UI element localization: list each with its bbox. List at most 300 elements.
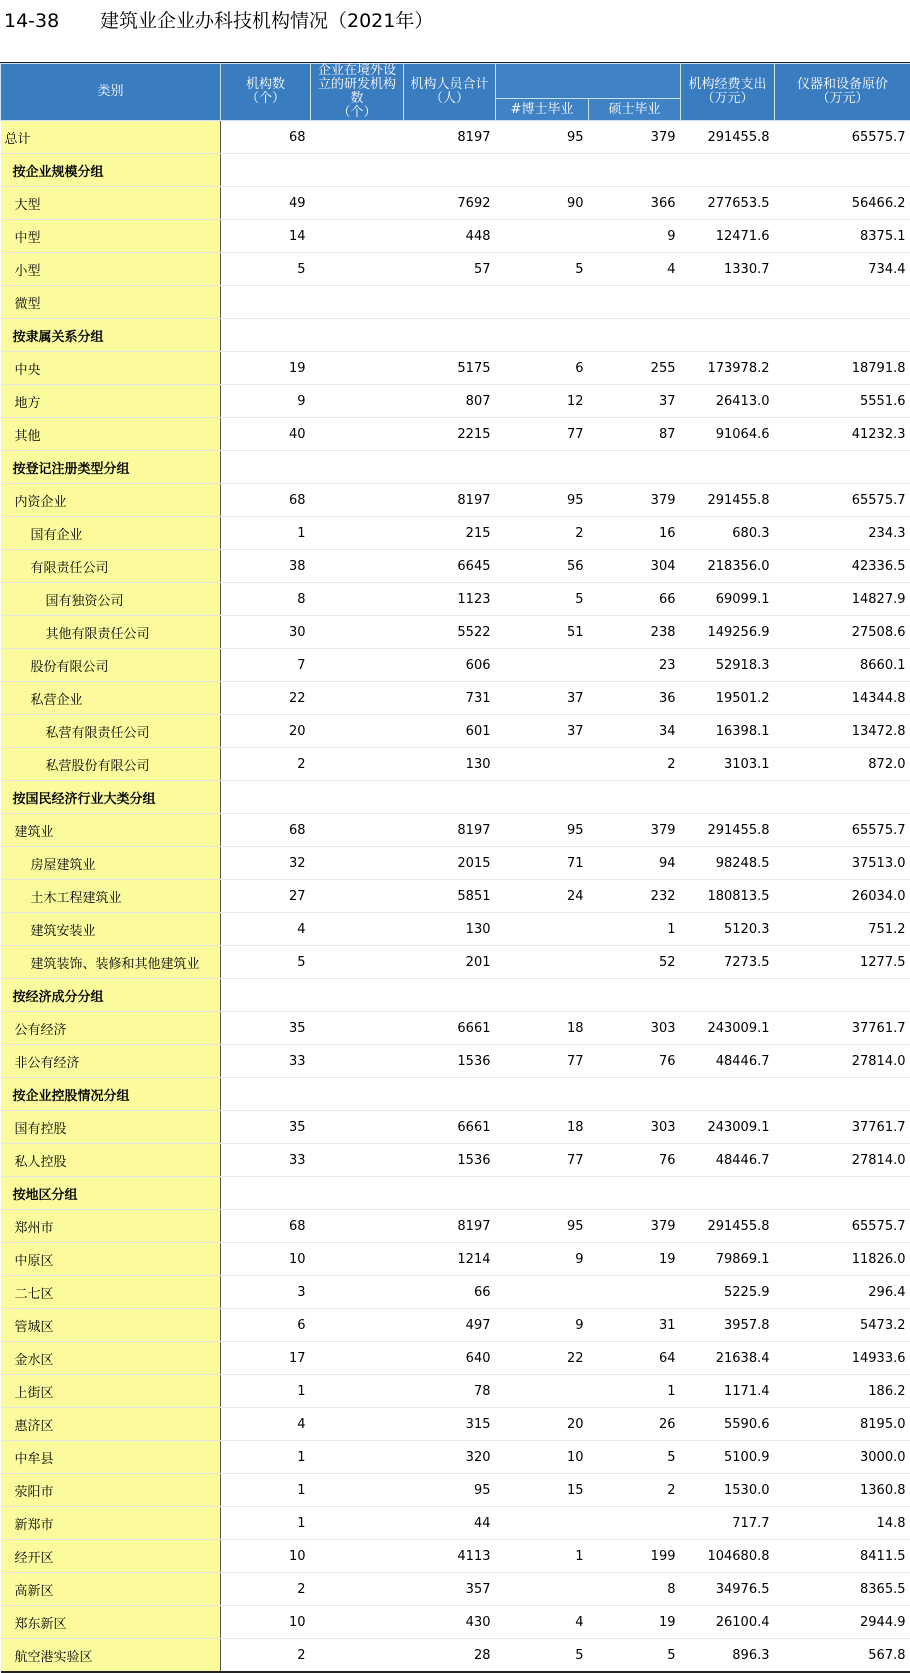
table-cell: 90 (496, 187, 589, 220)
table-cell: 366 (589, 187, 681, 220)
table-cell (589, 1078, 681, 1111)
table-row (1, 1045, 910, 1078)
table-row (1, 517, 910, 550)
table-cell: 3103.1 (681, 748, 775, 781)
row-category: 总计 (1, 121, 221, 154)
row-category: 内资企业 (1, 484, 221, 517)
table-cell: 4113 (404, 1540, 496, 1573)
row-category: 新郑市 (1, 1507, 221, 1540)
row-category: 有限责任公司 (1, 550, 221, 583)
table-row (1, 649, 910, 682)
table-cell (589, 1276, 681, 1309)
table-cell (496, 946, 589, 979)
header-category: 类别 (1, 64, 221, 121)
table-cell: 10 (221, 1540, 311, 1573)
table-cell (311, 517, 404, 550)
table-cell (404, 286, 496, 319)
table-cell (311, 583, 404, 616)
table-cell: 77 (496, 1045, 589, 1078)
table-row (1, 220, 910, 253)
table-cell: 56466.2 (775, 187, 910, 220)
table-cell: 149256.9 (681, 616, 775, 649)
table-cell: 303 (589, 1012, 681, 1045)
table-cell (311, 979, 404, 1012)
table-cell: 44 (404, 1507, 496, 1540)
table-cell: 10 (496, 1441, 589, 1474)
table-cell (311, 1606, 404, 1639)
table-cell: 2 (496, 517, 589, 550)
table-cell: 357 (404, 1573, 496, 1606)
row-category: 国有独资公司 (1, 583, 221, 616)
table-cell (221, 979, 311, 1012)
row-category: 私营企业 (1, 682, 221, 715)
table-cell (681, 154, 775, 187)
table-cell: 10 (221, 1606, 311, 1639)
table-cell: 606 (404, 649, 496, 682)
table-row (1, 847, 910, 880)
table-cell: 27508.6 (775, 616, 910, 649)
table-cell (311, 946, 404, 979)
row-category: 荥阳市 (1, 1474, 221, 1507)
table-cell: 18 (496, 1012, 589, 1045)
table-cell: 26 (589, 1408, 681, 1441)
table-cell (311, 1408, 404, 1441)
table-cell: 37513.0 (775, 847, 910, 880)
table-cell (681, 1078, 775, 1111)
table-cell (311, 253, 404, 286)
table-cell: 76 (589, 1144, 681, 1177)
table-cell: 8660.1 (775, 649, 910, 682)
table-cell: 232 (589, 880, 681, 913)
table-cell (311, 220, 404, 253)
table-cell: 22 (496, 1342, 589, 1375)
table-cell (311, 1276, 404, 1309)
row-category: 中原区 (1, 1243, 221, 1276)
table-cell: 37 (496, 715, 589, 748)
table-cell: 379 (589, 484, 681, 517)
table-cell: 315 (404, 1408, 496, 1441)
table-row (1, 253, 910, 286)
table-cell: 173978.2 (681, 352, 775, 385)
table-cell (496, 286, 589, 319)
table-row (1, 1408, 910, 1441)
table-cell: 4 (221, 1408, 311, 1441)
table-cell: 291455.8 (681, 121, 775, 154)
table-cell: 1 (221, 1441, 311, 1474)
table-cell: 68 (221, 814, 311, 847)
header-org-count: 机构数 （个） (221, 64, 311, 121)
table-cell: 41232.3 (775, 418, 910, 451)
table-cell (311, 1507, 404, 1540)
table-cell: 35 (221, 1012, 311, 1045)
row-category: 微型 (1, 286, 221, 319)
table-cell: 807 (404, 385, 496, 418)
table-cell: 8411.5 (775, 1540, 910, 1573)
table-cell (311, 451, 404, 484)
table-cell: 14.8 (775, 1507, 910, 1540)
table-cell: 8197 (404, 484, 496, 517)
table-cell (681, 286, 775, 319)
table-cell (589, 979, 681, 1012)
table-cell: 5 (221, 946, 311, 979)
table-cell (311, 352, 404, 385)
table-cell: 14344.8 (775, 682, 910, 715)
table-cell: 7 (221, 649, 311, 682)
table-cell: 7692 (404, 187, 496, 220)
table-cell (311, 649, 404, 682)
table-cell: 23 (589, 649, 681, 682)
row-category: 二七区 (1, 1276, 221, 1309)
table-cell: 1 (221, 517, 311, 550)
table-cell: 3000.0 (775, 1441, 910, 1474)
row-category: 按企业控股情况分组 (1, 1078, 221, 1111)
table-cell: 19 (221, 352, 311, 385)
table-cell (311, 418, 404, 451)
table-cell: 24 (496, 880, 589, 913)
table-row (1, 1375, 910, 1408)
table-cell (311, 1540, 404, 1573)
table-cell: 20 (496, 1408, 589, 1441)
table-cell: 32 (221, 847, 311, 880)
row-category: 郑州市 (1, 1210, 221, 1243)
table-cell: 5851 (404, 880, 496, 913)
table-cell (589, 1177, 681, 1210)
table-cell: 87 (589, 418, 681, 451)
table-cell: 291455.8 (681, 1210, 775, 1243)
header-overseas-rd: 企业在境外设立的研发机构数 （个） (311, 64, 404, 121)
table-cell (404, 1177, 496, 1210)
table-cell: 11826.0 (775, 1243, 910, 1276)
table-cell: 91064.6 (681, 418, 775, 451)
row-category: 建筑装饰、装修和其他建筑业 (1, 946, 221, 979)
table-cell (311, 1144, 404, 1177)
header-phd: #博士毕业 (496, 99, 589, 121)
table-cell: 2 (221, 748, 311, 781)
table-cell: 130 (404, 748, 496, 781)
row-category: 股份有限公司 (1, 649, 221, 682)
table-cell (775, 1177, 910, 1210)
row-category: 经开区 (1, 1540, 221, 1573)
table-cell (311, 1639, 404, 1673)
table-row (1, 1474, 910, 1507)
table-cell: 2944.9 (775, 1606, 910, 1639)
table-cell: 5 (496, 253, 589, 286)
group-header-row (1, 319, 910, 352)
table-cell (311, 1243, 404, 1276)
table-cell: 291455.8 (681, 814, 775, 847)
table-cell: 5473.2 (775, 1309, 910, 1342)
table-cell: 277653.5 (681, 187, 775, 220)
table-cell: 31 (589, 1309, 681, 1342)
table-cell: 640 (404, 1342, 496, 1375)
table-cell (681, 781, 775, 814)
table-cell: 734.4 (775, 253, 910, 286)
table-cell: 5522 (404, 616, 496, 649)
table-cell (221, 286, 311, 319)
table-cell (496, 979, 589, 1012)
table-row (1, 286, 910, 319)
table-cell: 65575.7 (775, 121, 910, 154)
table-cell: 1530.0 (681, 1474, 775, 1507)
table-row (1, 1639, 910, 1673)
table-cell: 19 (589, 1606, 681, 1639)
table-cell: 5 (589, 1639, 681, 1673)
table-row (1, 385, 910, 418)
table-cell: 76 (589, 1045, 681, 1078)
table-cell: 8195.0 (775, 1408, 910, 1441)
table-cell: 8375.1 (775, 220, 910, 253)
data-table (0, 63, 910, 1673)
table-cell: 66 (589, 583, 681, 616)
row-category: 私营有限责任公司 (1, 715, 221, 748)
table-cell: 33 (221, 1045, 311, 1078)
table-cell: 5 (221, 253, 311, 286)
table-cell: 77 (496, 418, 589, 451)
table-cell (775, 286, 910, 319)
table-cell: 95 (496, 484, 589, 517)
table-row (1, 187, 910, 220)
table-cell: 21638.4 (681, 1342, 775, 1375)
table-cell: 95 (496, 121, 589, 154)
table-cell: 79869.1 (681, 1243, 775, 1276)
table-cell: 14827.9 (775, 583, 910, 616)
table-cell (589, 1507, 681, 1540)
table-cell (221, 1078, 311, 1111)
table-cell: 243009.1 (681, 1111, 775, 1144)
row-category: 郑东新区 (1, 1606, 221, 1639)
table-cell: 218356.0 (681, 550, 775, 583)
header-staff-total: 机构人员合计 （人） (404, 64, 496, 121)
table-cell (775, 154, 910, 187)
table-cell: 69099.1 (681, 583, 775, 616)
group-header-row (1, 1177, 910, 1210)
table-cell: 16 (589, 517, 681, 550)
table-cell: 9 (589, 220, 681, 253)
table-cell (404, 781, 496, 814)
table-cell: 4 (221, 913, 311, 946)
table-cell: 17 (221, 1342, 311, 1375)
row-category: 私营股份有限公司 (1, 748, 221, 781)
table-cell: 65575.7 (775, 484, 910, 517)
table-cell (496, 1573, 589, 1606)
table-cell: 64 (589, 1342, 681, 1375)
table-cell: 199 (589, 1540, 681, 1573)
row-category: 高新区 (1, 1573, 221, 1606)
table-cell: 16398.1 (681, 715, 775, 748)
table-cell: 68 (221, 1210, 311, 1243)
table-cell: 30 (221, 616, 311, 649)
table-cell: 234.3 (775, 517, 910, 550)
table-cell (311, 154, 404, 187)
table-cell: 8197 (404, 121, 496, 154)
table-cell (311, 1078, 404, 1111)
header-equipment: 仪器和设备原价 （万元） (775, 64, 910, 121)
table-cell: 38 (221, 550, 311, 583)
table-cell: 65575.7 (775, 814, 910, 847)
table-cell: 36 (589, 682, 681, 715)
group-header-row (1, 154, 910, 187)
table-cell (311, 682, 404, 715)
table-row (1, 1441, 910, 1474)
table-row (1, 1210, 910, 1243)
table-cell: 49 (221, 187, 311, 220)
table-cell: 2 (589, 748, 681, 781)
table-cell (496, 451, 589, 484)
table-cell: 57 (404, 253, 496, 286)
row-category: 管城区 (1, 1309, 221, 1342)
table-cell (311, 550, 404, 583)
table-cell: 1123 (404, 583, 496, 616)
table-row (1, 1309, 910, 1342)
row-category: 航空港实验区 (1, 1639, 221, 1673)
table-cell: 68 (221, 121, 311, 154)
table-cell (496, 1078, 589, 1111)
table-cell (589, 286, 681, 319)
table-cell: 42336.5 (775, 550, 910, 583)
table-row (1, 121, 910, 154)
table-cell (404, 979, 496, 1012)
row-category: 按地区分组 (1, 1177, 221, 1210)
table-cell: 1 (589, 913, 681, 946)
row-category: 金水区 (1, 1342, 221, 1375)
table-cell (311, 814, 404, 847)
table-row (1, 1111, 910, 1144)
table-row (1, 1606, 910, 1639)
row-category: 上街区 (1, 1375, 221, 1408)
table-cell: 180813.5 (681, 880, 775, 913)
table-cell: 34 (589, 715, 681, 748)
table-cell (311, 1342, 404, 1375)
group-header-row (1, 1078, 910, 1111)
row-category: 按登记注册类型分组 (1, 451, 221, 484)
table-cell: 15 (496, 1474, 589, 1507)
table-cell: 304 (589, 550, 681, 583)
table-row (1, 748, 910, 781)
table-cell: 872.0 (775, 748, 910, 781)
table-cell: 28 (404, 1639, 496, 1673)
table-cell (775, 781, 910, 814)
table-cell: 12471.6 (681, 220, 775, 253)
table-cell: 37 (589, 385, 681, 418)
table-cell (311, 1045, 404, 1078)
table-cell: 1330.7 (681, 253, 775, 286)
table-cell (221, 451, 311, 484)
table-cell: 48446.7 (681, 1045, 775, 1078)
table-cell: 186.2 (775, 1375, 910, 1408)
table-cell: 2 (221, 1573, 311, 1606)
table-cell: 291455.8 (681, 484, 775, 517)
table-cell (311, 1375, 404, 1408)
table-cell (311, 286, 404, 319)
table-cell: 98248.5 (681, 847, 775, 880)
table-number: 14-38 (4, 6, 100, 36)
table-row (1, 583, 910, 616)
table-cell: 1360.8 (775, 1474, 910, 1507)
table-cell: 680.3 (681, 517, 775, 550)
table-cell: 40 (221, 418, 311, 451)
row-category: 土木工程建筑业 (1, 880, 221, 913)
table-cell: 1 (496, 1540, 589, 1573)
table-cell (221, 319, 311, 352)
table-cell: 5551.6 (775, 385, 910, 418)
table-cell: 37761.7 (775, 1111, 910, 1144)
table-cell: 2015 (404, 847, 496, 880)
group-header-row (1, 451, 910, 484)
table-cell: 5175 (404, 352, 496, 385)
header-staff-spacer (496, 64, 681, 99)
table-cell (311, 1441, 404, 1474)
table-row (1, 1012, 910, 1045)
table-cell: 27814.0 (775, 1144, 910, 1177)
table-cell (221, 154, 311, 187)
table-row (1, 946, 910, 979)
table-cell: 5 (496, 1639, 589, 1673)
table-cell: 896.3 (681, 1639, 775, 1673)
table-cell: 1214 (404, 1243, 496, 1276)
table-cell (496, 913, 589, 946)
table-cell: 6661 (404, 1012, 496, 1045)
table-row (1, 1540, 910, 1573)
row-category: 国有控股 (1, 1111, 221, 1144)
table-cell: 18 (496, 1111, 589, 1144)
table-row (1, 484, 910, 517)
table-cell: 201 (404, 946, 496, 979)
table-cell (311, 715, 404, 748)
table-cell: 8197 (404, 1210, 496, 1243)
row-category: 其他 (1, 418, 221, 451)
table-row (1, 1507, 910, 1540)
table-cell: 5225.9 (681, 1276, 775, 1309)
table-cell: 1 (221, 1375, 311, 1408)
table-cell (496, 748, 589, 781)
table-cell: 2 (589, 1474, 681, 1507)
table-cell: 1171.4 (681, 1375, 775, 1408)
table-cell: 9 (496, 1309, 589, 1342)
table-row (1, 1243, 910, 1276)
table-cell (496, 781, 589, 814)
table-cell: 731 (404, 682, 496, 715)
row-category: 其他有限责任公司 (1, 616, 221, 649)
table-cell (681, 319, 775, 352)
table-cell: 7273.5 (681, 946, 775, 979)
table-cell: 68 (221, 484, 311, 517)
table-cell (311, 1177, 404, 1210)
table-cell (775, 979, 910, 1012)
table-cell (496, 1507, 589, 1540)
table-cell: 601 (404, 715, 496, 748)
table-cell: 6 (221, 1309, 311, 1342)
table-cell: 255 (589, 352, 681, 385)
table-body (1, 121, 910, 1673)
table-cell: 4 (589, 253, 681, 286)
row-category: 房屋建筑业 (1, 847, 221, 880)
row-category: 中央 (1, 352, 221, 385)
table-cell: 13472.8 (775, 715, 910, 748)
row-category: 建筑业 (1, 814, 221, 847)
table-cell: 95 (496, 1210, 589, 1243)
table-cell: 19501.2 (681, 682, 775, 715)
table-cell: 2215 (404, 418, 496, 451)
table-row (1, 616, 910, 649)
table-cell: 94 (589, 847, 681, 880)
table-cell: 48446.7 (681, 1144, 775, 1177)
table-cell (496, 1177, 589, 1210)
table-cell: 27814.0 (775, 1045, 910, 1078)
table-cell: 18791.8 (775, 352, 910, 385)
table-cell: 71 (496, 847, 589, 880)
table-cell (496, 220, 589, 253)
row-category: 建筑安装业 (1, 913, 221, 946)
